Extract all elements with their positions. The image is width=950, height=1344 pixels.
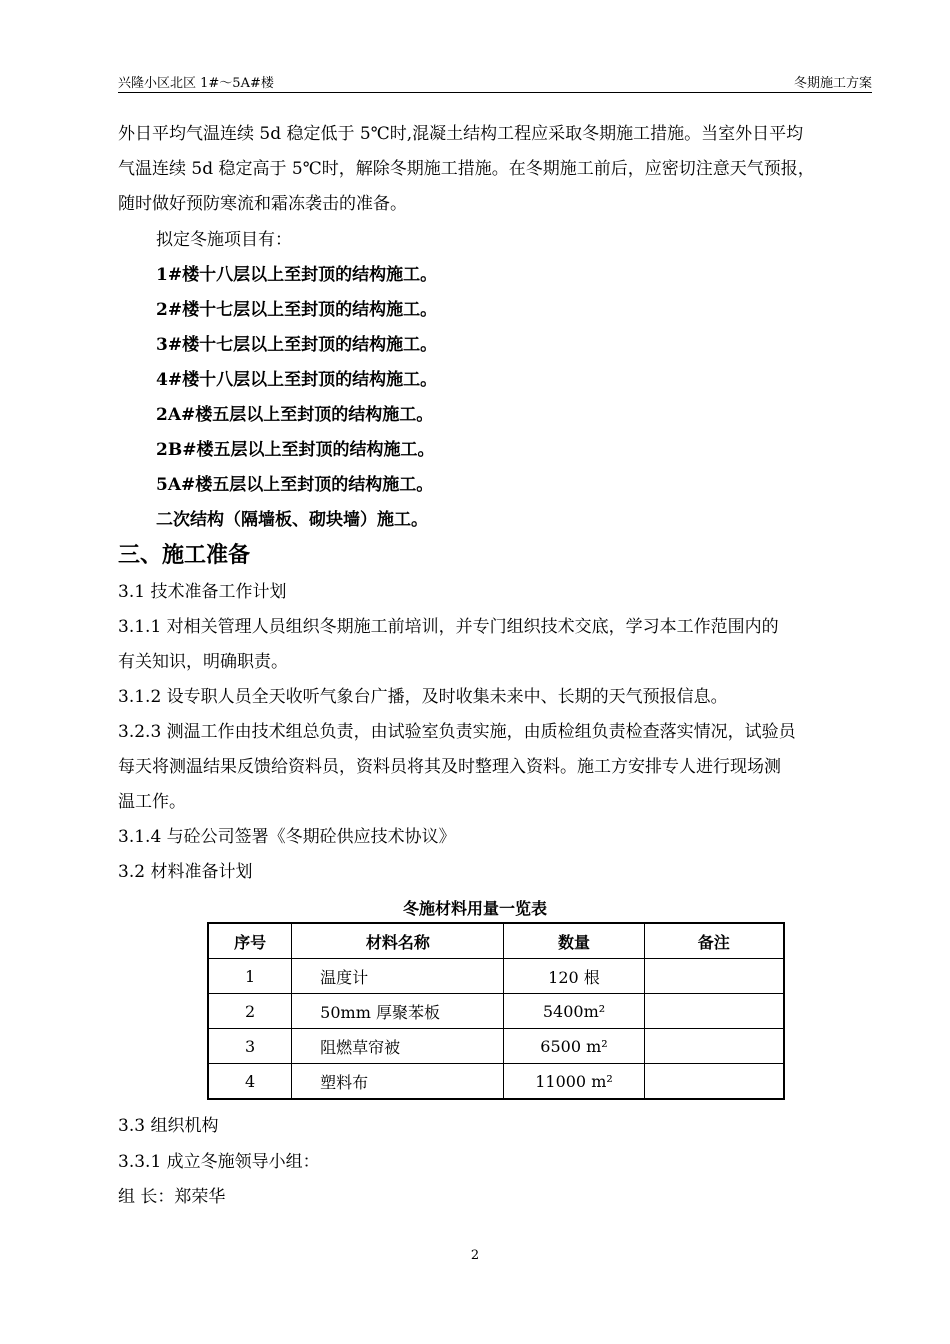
para1-line-3: 随时做好预防寒流和霜冻袭击的准备。 [118, 194, 407, 214]
leader-line: 组 长：郑荣华 [118, 1187, 226, 1207]
item-6: 2B#楼五层以上至封顶的结构施工。 [156, 440, 435, 460]
col-header-quantity: 数量 [504, 923, 644, 959]
items-intro: 拟定冬施项目有： [156, 230, 292, 250]
section-3-title: 三、施工准备 [118, 542, 251, 568]
col-header-index: 序号 [208, 923, 292, 959]
section-3-3: 3.3 组织机构 [118, 1116, 219, 1136]
page-number: 2 [470, 1248, 480, 1263]
col-header-note: 备注 [644, 923, 784, 959]
cell-note [644, 959, 784, 994]
cell-index: 1 [208, 959, 292, 994]
section-3-1-2: 3.1.2 设专职人员全天收听气象台广播，及时收集未来中、长期的天气预报信息。 [118, 687, 728, 707]
section-3-2-3-line-3: 温工作。 [118, 792, 186, 812]
cell-index: 4 [208, 1064, 292, 1100]
header-project: 兴隆小区北区 1#～5A#楼 [118, 76, 274, 91]
item-2: 2#楼十七层以上至封顶的结构施工。 [156, 300, 438, 320]
cell-index: 3 [208, 1029, 292, 1064]
para1-line-2: 气温连续 5d 稳定高于 5℃时，解除冬期施工措施。在冬期施工前后，应密切注意天气预报， [118, 159, 815, 179]
section-3-2-3-line-2: 每天将测温结果反馈给资料员，资料员将其及时整理入资料。施工方安排专人进行现场测 [118, 757, 781, 777]
header-doc-title: 冬期施工方案 [793, 76, 872, 91]
item-3: 3#楼十七层以上至封顶的结构施工。 [156, 335, 438, 355]
cell-note [644, 994, 784, 1029]
page-header [118, 66, 872, 93]
cell-note [644, 1029, 784, 1064]
section-3-1-1-line-2: 有关知识，明确职责。 [118, 652, 288, 672]
section-3-3-1: 3.3.1 成立冬施领导小组： [118, 1152, 320, 1172]
cell-quantity: 120 根 [504, 959, 644, 994]
table-row [208, 959, 784, 994]
section-3-2: 3.2 材料准备计划 [118, 862, 253, 882]
cell-material: 温度计 [292, 959, 504, 994]
section-3-1-4: 3.1.4 与砼公司签署《冬期砼供应技术协议》 [118, 827, 456, 847]
table-title: 冬施材料用量一览表 [402, 899, 547, 918]
cell-note [644, 1064, 784, 1100]
cell-material: 50mm 厚聚苯板 [292, 994, 504, 1029]
cell-material: 塑料布 [292, 1064, 504, 1100]
table-row [208, 994, 784, 1029]
cell-index: 2 [208, 994, 292, 1029]
table-row [208, 1064, 784, 1100]
table-header-row [208, 923, 784, 959]
cell-quantity: 11000 m² [504, 1064, 644, 1100]
cell-quantity: 6500 m² [504, 1029, 644, 1064]
item-7: 5A#楼五层以上至封顶的结构施工。 [156, 475, 434, 495]
cell-quantity: 5400m² [504, 994, 644, 1029]
section-3-1: 3.1 技术准备工作计划 [118, 582, 287, 602]
para1-line-1: 外日平均气温连续 5d 稳定低于 5℃时,混凝土结构工程应采取冬期施工措施。当室外日平均 [118, 124, 804, 144]
item-8: 二次结构（隔墙板、砌块墙）施工。 [156, 510, 428, 530]
item-5: 2A#楼五层以上至封顶的结构施工。 [156, 405, 434, 425]
table-row [208, 1029, 784, 1064]
col-header-material: 材料名称 [292, 923, 504, 959]
section-3-2-3-line-1: 3.2.3 测温工作由技术组总负责，由试验室负责实施，由质检组负责检查落实情况，试验员 [118, 722, 796, 742]
section-3-1-1-line-1: 3.1.1 对相关管理人员组织冬期施工前培训，并专门组织技术交底，学习本工作范围内的 [118, 617, 779, 637]
cell-material: 阻燃草帘被 [292, 1029, 504, 1064]
item-4: 4#楼十八层以上至封顶的结构施工。 [156, 370, 438, 390]
item-1: 1#楼十八层以上至封顶的结构施工。 [156, 265, 438, 285]
materials-table [207, 922, 785, 1100]
